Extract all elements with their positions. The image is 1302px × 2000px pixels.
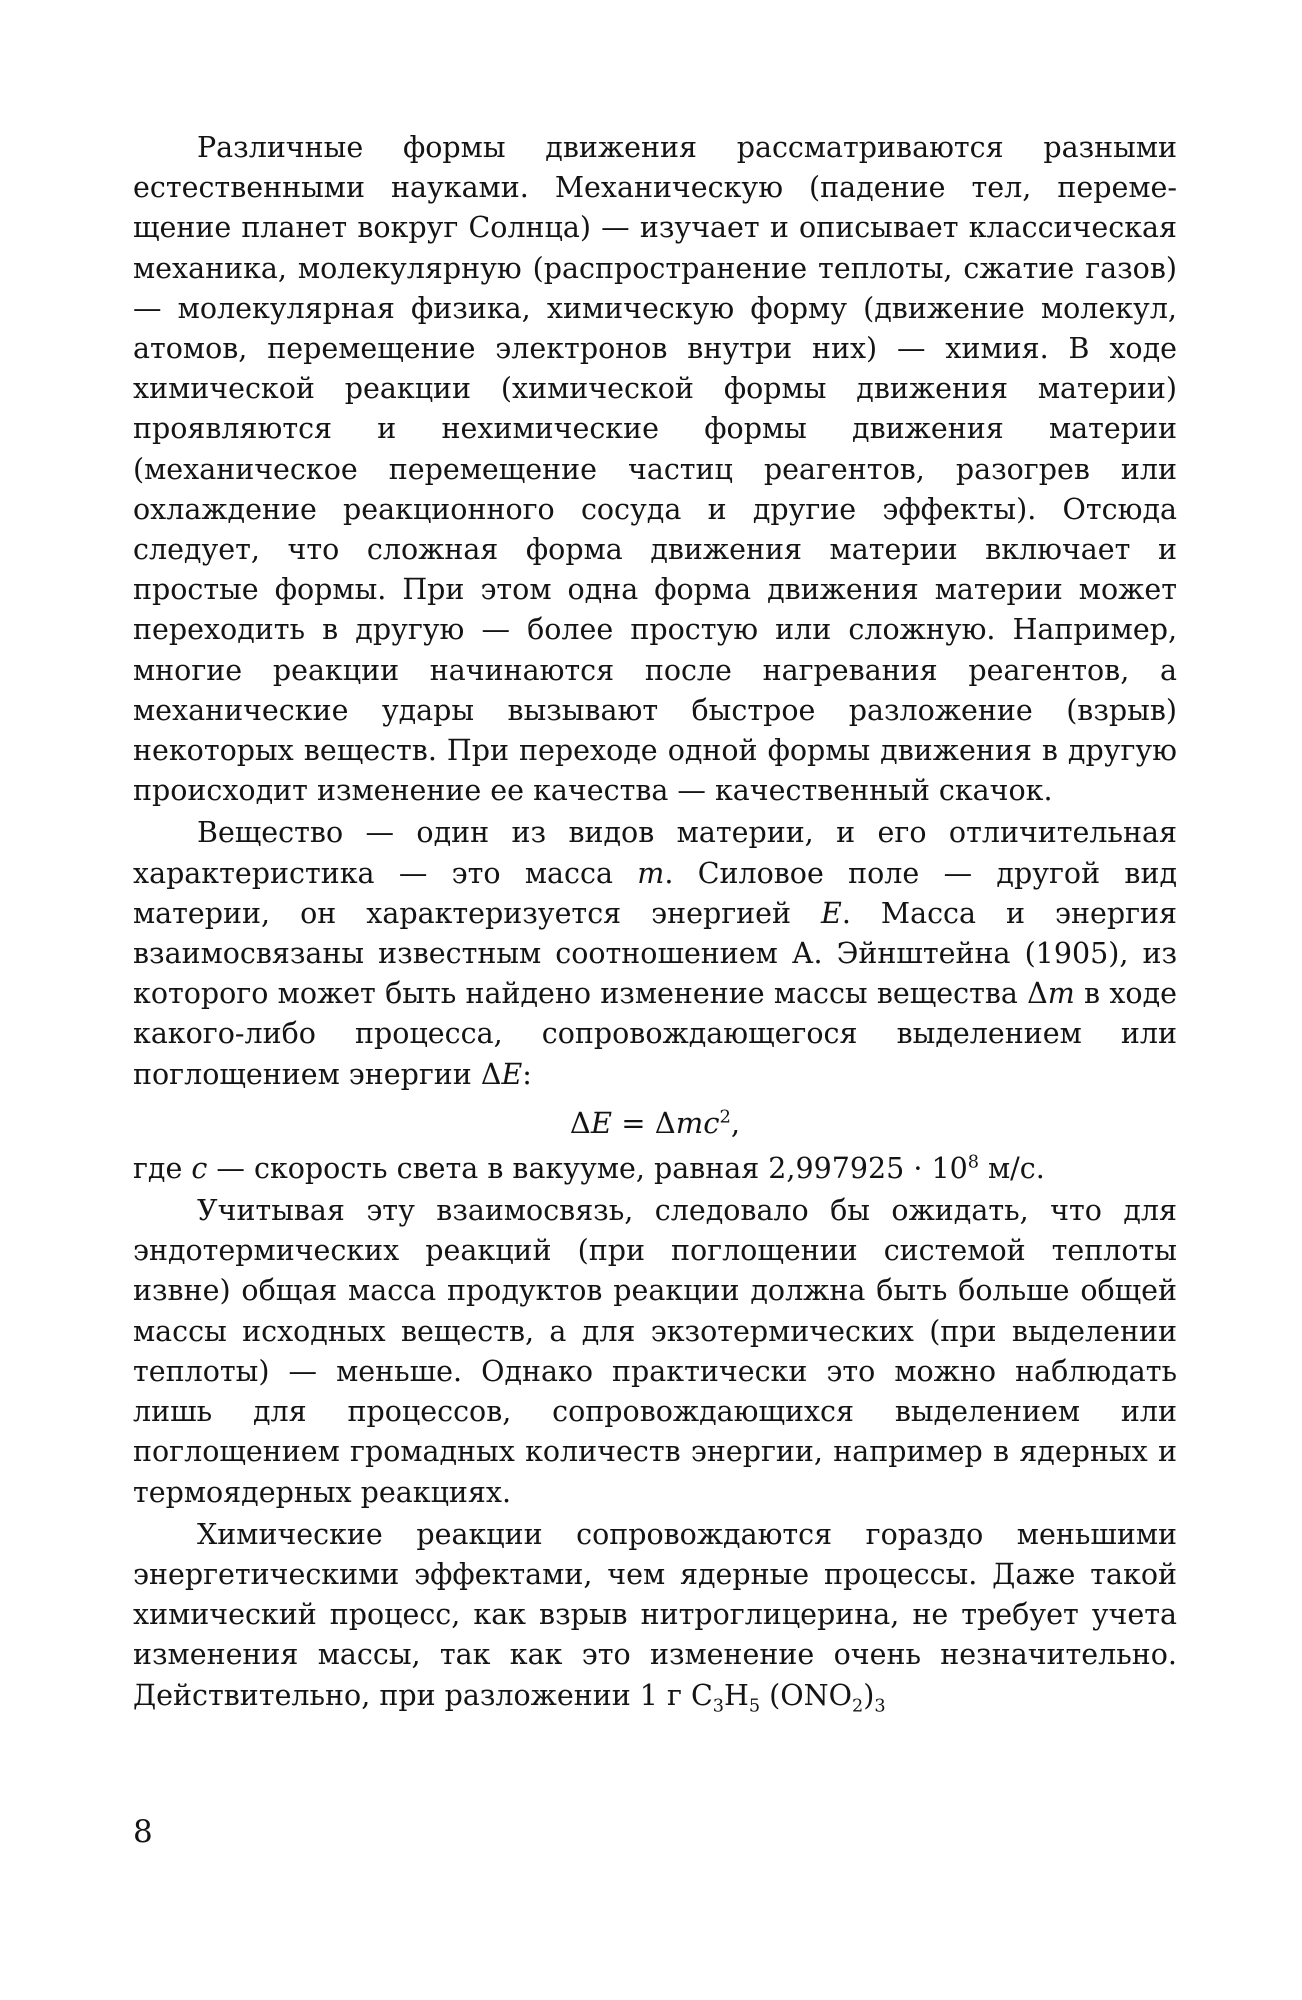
- text-run: H: [724, 1678, 749, 1712]
- formula-e: E: [590, 1105, 613, 1140]
- document-page: [133, 128, 1177, 1868]
- variable-m: m: [1047, 977, 1075, 1011]
- formula-c: c: [703, 1105, 720, 1140]
- text-run: . Силовое поле — другой вид материи, он характеризуется энергией: [133, 856, 1177, 930]
- text-run: в ходе какого-либо процесса, сопровождающегося выделением или поглощением энергии Δ: [133, 977, 1177, 1091]
- text-run: . Масса и энергия взаимосвязаны известным соотношением А. Эйнштейна (1905), из которого может быть найдено изменение массы вещества Δ: [133, 896, 1177, 1011]
- text-run: Химические реакции сопровождаются гораздо меньшими энергетическими эффектами, чем ядерные процессы. Даже такой химический процесс, как взрыв нитроглицерина, не требует учета изменения массы, так как это изменение очень незначительно. Действительно, при разложении 1 г C: [133, 1517, 1177, 1712]
- paragraph-mass-energy-relation: Учитывая эту взаимосвязь, следовало бы ожидать, что для эндотермических реакций (при поглощении системой теплоты извне) общая масса продуктов реакции должна быть больше общей массы исходных веществ, а для экзотермических (при выделении теплоты) — меньше. Однако практически это можно наблюдать лишь для процессов, сопровождающихся выделением или поглощением громадных количеств энергии, например в ядерных и термоядерных реакциях.: [133, 1194, 1177, 1509]
- text-run: (ONO: [760, 1678, 852, 1712]
- power-exponent: 8: [967, 1152, 979, 1173]
- variable-e: E: [501, 1057, 523, 1091]
- text-run: — скорость света в вакууме, равная 2,997925 · 10: [207, 1151, 968, 1185]
- page-number: 8: [133, 1814, 153, 1850]
- text-run: ): [863, 1678, 875, 1712]
- paragraph-forms-of-motion: Различные формы движения рассматриваются разными естественными науками. Механическую (падение тел, перемещение планет вокруг Солнца) — изучает и описывает классическая механика, молекулярную (распространение теплоты, сжатие газов) — молекулярная физика, химическую форму (движение молекул, атомов, перемещение электронов внутри них) — химия. В ходе химической реакции (химической формы движения материи) проявляются и нехимические формы движения материи (механическое перемещение частиц реагентов, разогрев или охлаждение реакционного сосуда и другие эффекты). Отсюда следует, что сложная форма движения материи включает и простые формы. При этом одна форма движения материи может переходить в другую — более простую или сложную. Например, многие реакции начинаются после нагревания реагентов, а механические удары вызывают быстрое разложение (взрыв) некоторых веществ. При переходе одной формы движения в другую происходит изменение ее качества — качественный скачок.: [133, 131, 1177, 808]
- formula-exponent: 2: [719, 1106, 731, 1128]
- variable-c: c: [191, 1151, 208, 1185]
- formula-m: m: [675, 1105, 704, 1140]
- formula-equals-delta: = Δ: [612, 1105, 676, 1140]
- formula-comma: ,: [730, 1105, 741, 1140]
- variable-m: m: [637, 856, 665, 890]
- text-run: где: [133, 1151, 192, 1185]
- paragraph-chemical-reactions: [133, 1515, 1177, 1716]
- variable-e: E: [821, 896, 842, 930]
- text-run: :: [522, 1057, 532, 1091]
- paragraph-speed-of-light: [133, 1149, 1177, 1189]
- paragraph-matter-and-field: [133, 813, 1177, 1094]
- subscript: 2: [851, 1696, 864, 1717]
- subscript: 5: [748, 1696, 761, 1717]
- formula-delta: Δ: [569, 1105, 591, 1140]
- text-run: м/с.: [978, 1151, 1045, 1185]
- subscript: 3: [874, 1696, 886, 1717]
- subscript: 3: [712, 1696, 725, 1717]
- einstein-formula: [133, 1101, 1177, 1145]
- text-run: Вещество — один из видов материи, и его отличительная характеристика — это масса: [133, 816, 1177, 890]
